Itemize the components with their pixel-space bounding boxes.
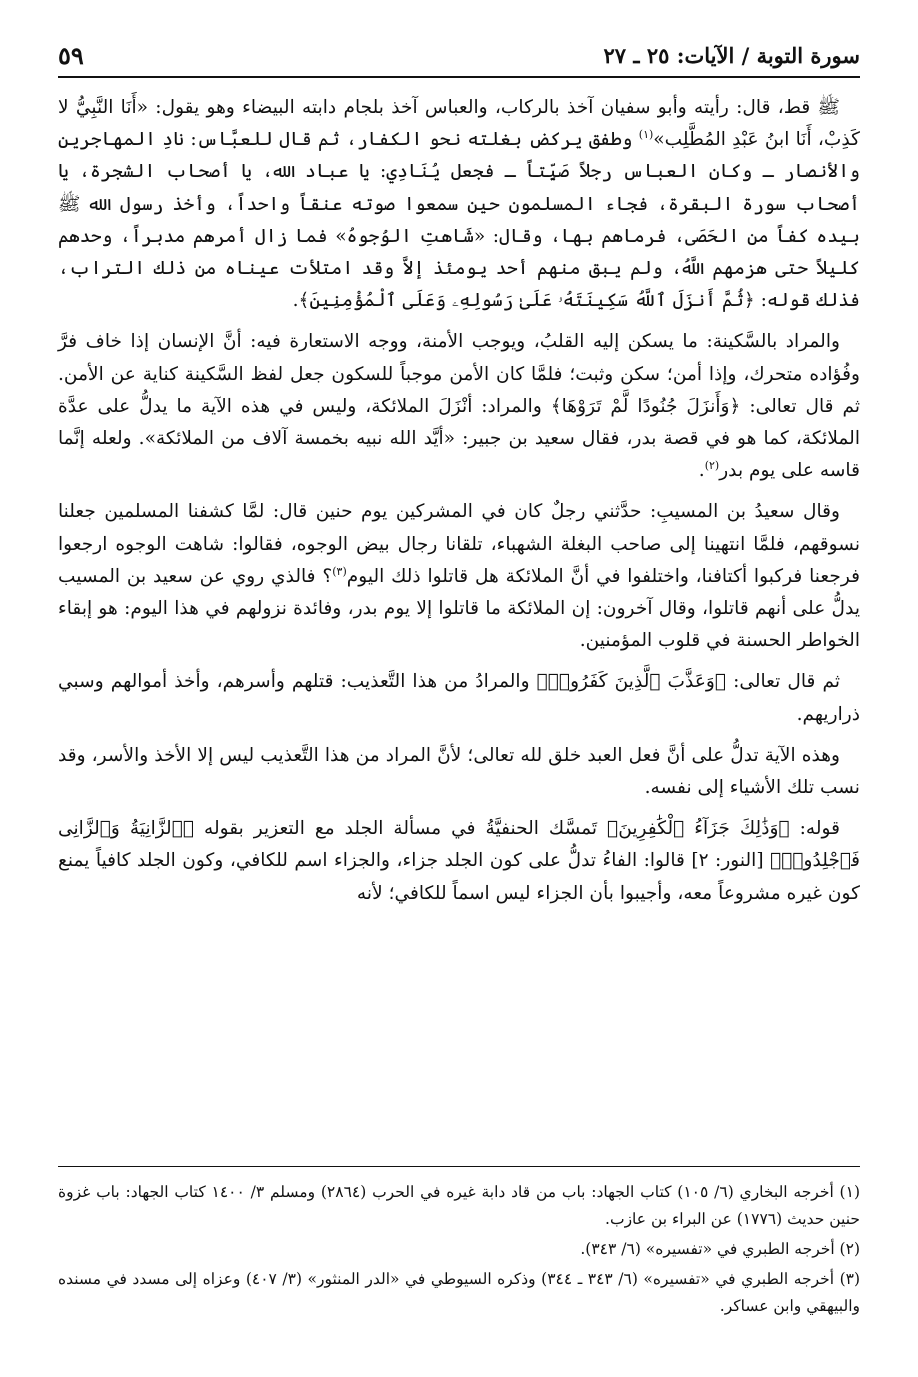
- paragraph-text: والمراد بالسَّكينة: ما يسكن إليه القلبُ، ويوجب الأمنة، ووجه الاستعارة فيه: أنَّ الإنسان إذا خاف فرَّ وفُؤاده متحرك، وإذا أمن؛ سكن وثبت؛ فلمَّا كان الأمن موجباً للسكون جعل لفظ السَّكينة كناية عن الأمن. ثم قال تعالى: ﴿وَأَنزَلَ جُنُودًا لَّمْ تَرَوْهَا﴾ والمراد: أنْزَلَ الملائكة، وليس في هذه الآية ما يدلُّ على عدَّة الملائكة، كما هو في قصة بدر، فقال سعيد بن جبير: «أيَّد الله نبيه بخمسة آلاف من الملائكة». ولعله إنَّما قاسه على يوم بدر: [58, 331, 860, 482]
- footnote: (٣) أخرجه الطبري في «تفسيره» (٦/ ٣٤٣ ـ ٣٤٤) وذكره السيوطي في «الدر المنثور» (٣/ ٤٠٧) وعزاه إلى مسدد في مسنده والبيهقي وابن عساكر.: [58, 1270, 861, 1315]
- paragraph: [58, 740, 860, 804]
- paragraph-text: ﷺ قط، قال: رأيته وأبو سفيان آخذ بالركاب، والعباس آخذ بلجام دابته البيضاء وهو يقول: «أَنَا النَّبِيُّ لا كَذِبْ، أَنَا ابنُ عَبْدِ المُطَّلِب»: [58, 97, 860, 151]
- running-title: سورة التوبة / الآيات: ٢٥ ـ ٢٧: [603, 42, 860, 68]
- paragraph: [58, 326, 860, 487]
- page-number: ٥٩: [58, 40, 84, 70]
- paragraph-text: وطفق يركض بغلته نحو الكفار، ثم قال للعبَّاس: نادِ المهاجرين والأنصار ـ وكان العباس رجلاً صَيِّتاً ـ فجعل يُنَادِي: يا عباد الله، يا أصحاب الشجرة، يا أصحاب سورة البقرة، فجاء المسلمون حين سمعوا صوته عنقاً واحداً، وأخذ رسول الله ﷺ بيده كفاً من الحَصَى، فرماهم بها، وقال: «شَاهتِ الوُجوهُ» فما زال أمرهم مدبراً، وحدهم كليلاً حتى هزمهم اللَّهُ، ولم يبق منهم أحد يومئذ إلاَّ وقد امتلأت عيناه من ذلك التراب، فذلك قوله: ﴿ثُمَّ أَنزَلَ ٱللَّهُ سَكِينَتَهُۥ عَلَىٰ رَسُولِهِۦ وَعَلَى ٱلْمُؤْمِنِينَ﴾.: [58, 129, 860, 312]
- footnote: (١) أخرجه البخاري (٦/ ١٠٥) كتاب الجهاد: باب من قاد دابة غيره في الحرب (٢٨٦٤) ومسلم ٣/ ١٤٠٠ كتاب الجهاد: باب غزوة حنين حديث (١٧٧٦) عن البراء بن عازب.: [58, 1183, 860, 1228]
- paragraph-text: ؟ فالذي روي عن سعيد بن المسيب يدلُّ على أنهم قاتلوا، وقال آخرون: إن الملائكة ما قاتلوا إلا يوم بدر، وفائدة نزولهم في هذا اليوم: هو إبقاء الخواطر الحسنة في قلوب المؤمنين.: [58, 565, 860, 652]
- paragraph: [58, 666, 860, 730]
- footnote-marker: (١): [638, 128, 654, 142]
- page-header: [58, 34, 860, 78]
- footnote: (٢) أخرجه الطبري في «تفسيره» (٦/ ٣٤٣).: [580, 1240, 860, 1258]
- paragraph-text: .: [698, 460, 705, 482]
- paragraph-text: وقال سعيدُ بن المسيبِ: حدَّثني رجلٌ كان في المشركين يوم حنين قال: لمَّا كشفنا المسلمين جعلنا نسوقهم، فلمَّا انتهينا إلى صاحب البغلة الشهباء، تلقانا رجال بيض الوجوه، فقالوا: شاهت الوجوه ارجعوا فرجعنا فركبوا أكتافنا، واختلفوا في أنَّ الملائكة هل قاتلوا ذلك اليوم: [58, 501, 860, 587]
- footnote-marker: (٢): [704, 459, 720, 473]
- paragraph: [58, 813, 860, 910]
- paragraph-text: ثم قال تعالى: ﴿وَعَذَّبَ ٱلَّذِينَ كَفَرُوا۟﴾ والمرادُ من هذا التَّعذيب: قتلهم وأسرهم، وأخذ أموالهم وسبي ذراريهم.: [58, 671, 860, 725]
- paragraph-text: وهذه الآية تدلُّ على أنَّ فعل العبد خلق لله تعالى؛ لأنَّ المراد من هذا التَّعذيب ليس إلا الأخذ والأسر، وقد نسب تلك الأشياء إلى نفسه.: [58, 744, 860, 799]
- paragraph: [58, 92, 860, 317]
- paragraph: [58, 496, 860, 657]
- footnote-marker: (٣): [332, 564, 347, 578]
- footnotes: [58, 1166, 860, 1323]
- paragraph-text: قوله: ﴿وَذَٰلِكَ جَزَآءُ ٱلْكَٰفِرِينَ﴾ تَمسَّك الحنفيَّةُ في مسألة الجلد مع التعزير بقوله ﴿ٱلزَّانِيَةُ وَٱلزَّانِى فَٱجْلِدُوا۟﴾ [النور: ٢] قالوا: الفاءُ تدلُّ على كون الجلد جزاء، والجزاء اسم للكافي، وكون الجلد كافياً يمنع كون غيره مشروعاً معه، وأجيبوا بأن الجزاء ليس اسماً للكافي؛ لأنه: [58, 818, 860, 904]
